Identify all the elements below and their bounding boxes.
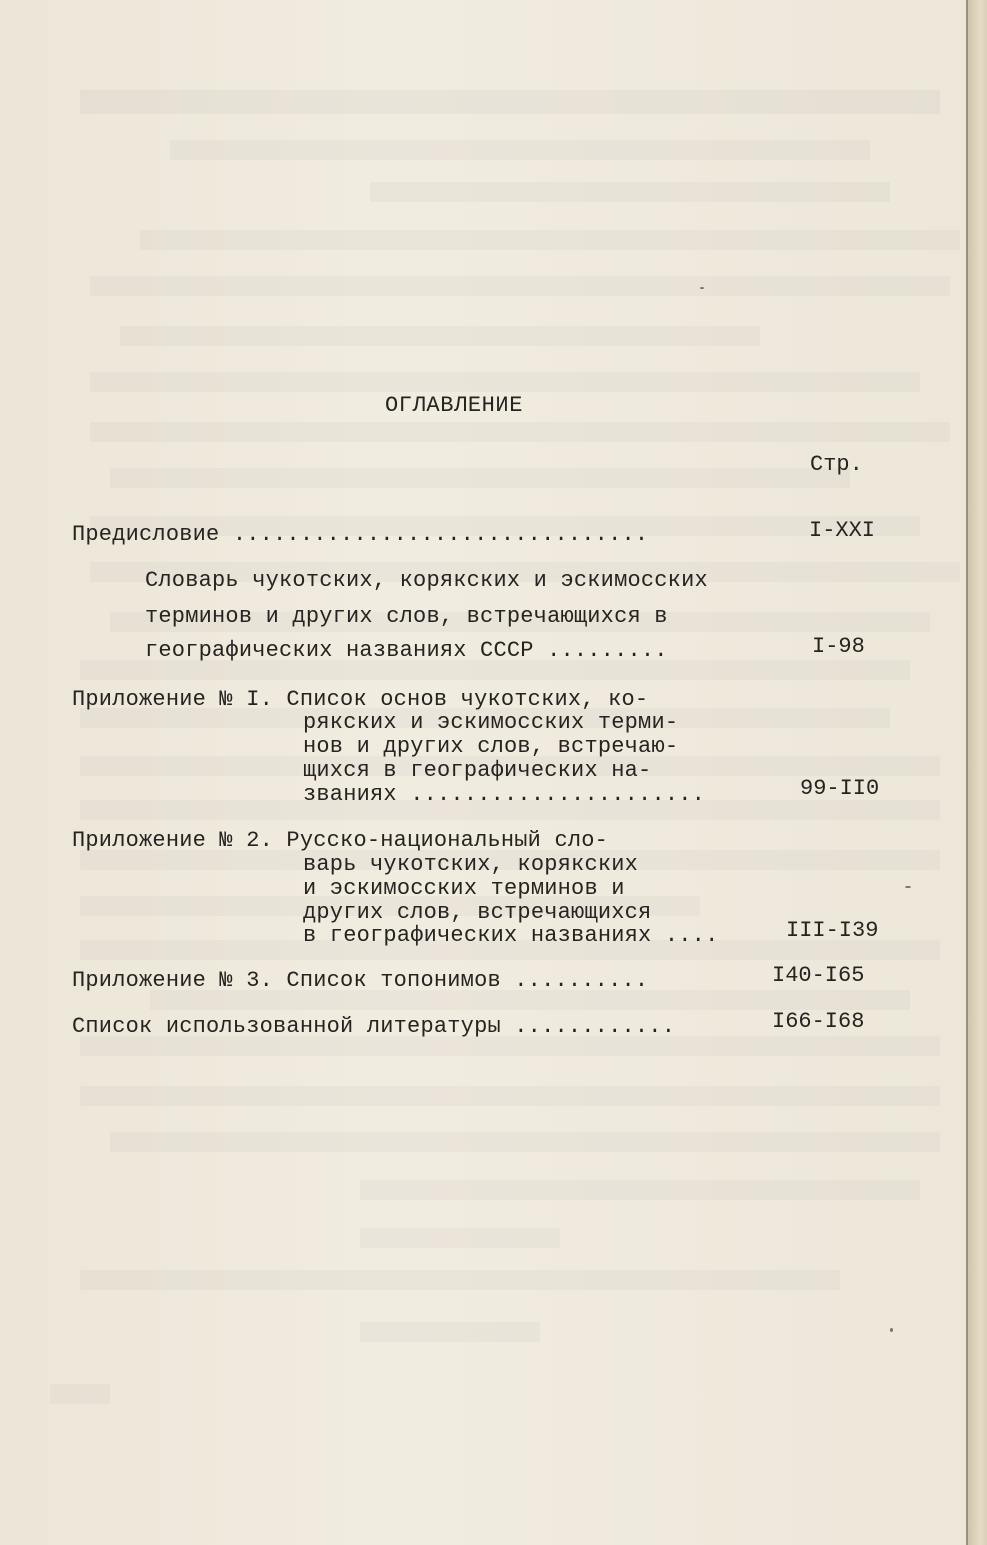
page-edge	[966, 0, 987, 1545]
entry-text: Приложение № 2. Русско-национальный сло-	[72, 828, 609, 853]
entry-pages: I-98	[812, 634, 865, 659]
entry-text: Список использованной литературы ............	[72, 1014, 676, 1039]
entry-text: рякских и эскимосских терми-	[303, 710, 679, 735]
dust-speck	[905, 886, 911, 888]
toc-title: ОГЛАВЛЕНИЕ	[385, 393, 524, 418]
page-column-header: Стр.	[810, 452, 863, 477]
entry-pages: III-I39	[786, 918, 879, 943]
entry-text: и эскимосских терминов и	[303, 876, 625, 901]
entry-text: географических названиях СССР .........	[145, 638, 668, 663]
entry-text: щихся в географических на-	[303, 758, 652, 783]
entry-text: званиях ......................	[303, 782, 706, 807]
entry-text: в географических названиях ....	[303, 923, 719, 948]
entry-text: других слов, встречающихся	[303, 900, 652, 925]
entry-pages: I-XXI	[809, 518, 876, 543]
entry-pages: 99-II0	[800, 776, 880, 801]
entry-text: Приложение № I. Список основ чукотских, ко-	[72, 687, 649, 712]
entry-text: терминов и других слов, встречающихся в	[145, 604, 668, 629]
entry-pages: I66-I68	[772, 1009, 865, 1034]
entry-text: Приложение № 3. Список топонимов ..........	[72, 968, 649, 993]
entry-pages: I40-I65	[772, 963, 865, 988]
dust-speck	[700, 287, 704, 289]
entry-text: нов и других слов, встречаю-	[303, 734, 679, 759]
entry-text: Словарь чукотских, корякских и эскимосских	[145, 568, 708, 593]
dust-speck	[890, 1328, 893, 1332]
entry-text: варь чукотских, корякских	[303, 852, 639, 877]
entry-text: Предисловие ...............................	[72, 522, 649, 547]
